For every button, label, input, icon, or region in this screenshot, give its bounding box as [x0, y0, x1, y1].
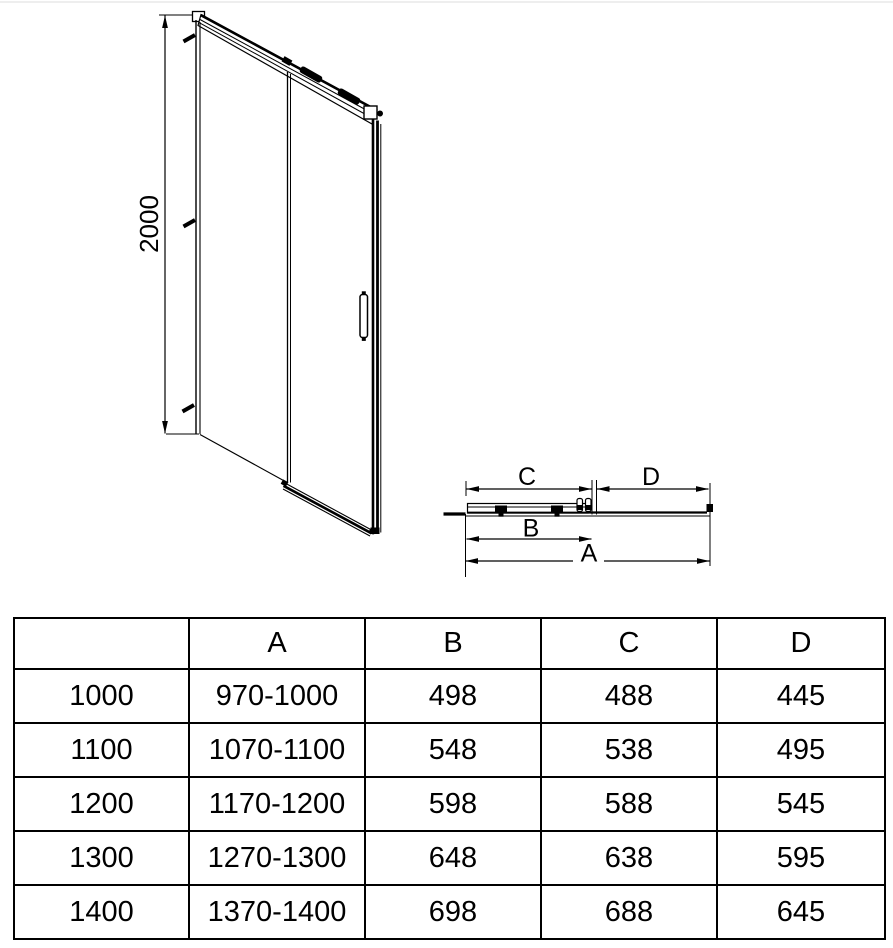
dimension-value: 1070-1100	[189, 723, 365, 777]
sliding-panel-right-stile	[371, 119, 381, 534]
dimension-value: 1370-1400	[189, 885, 365, 939]
dimension-value: 498	[365, 669, 541, 723]
table-header-row	[14, 618, 885, 669]
wall-mount-brackets	[183, 35, 196, 412]
front-elevation-view	[134, 12, 383, 537]
dimension-value: 698	[365, 885, 541, 939]
dimension-value: 645	[717, 885, 885, 939]
top-right-end-cap	[364, 106, 377, 119]
row-size-label: 1200	[14, 777, 189, 831]
dim-label-d: D	[641, 463, 661, 491]
row-size-label: 1300	[14, 831, 189, 885]
fixed-panel-bottom-edge	[200, 435, 288, 484]
door-handle	[360, 291, 368, 341]
roller-clamp	[551, 506, 563, 514]
dim-label-a: A	[580, 539, 598, 568]
dimension-value: 495	[717, 723, 885, 777]
dimension-value: 638	[541, 831, 717, 885]
dimension-value: 445	[717, 669, 885, 723]
dimension-value: 1270-1300	[189, 831, 365, 885]
end-cap-knob	[377, 111, 383, 117]
dimension-value: 488	[541, 669, 717, 723]
spec-table-body	[14, 669, 885, 939]
dimension-value: 548	[365, 723, 541, 777]
stile-foot	[371, 528, 380, 535]
dimension-value: 588	[541, 777, 717, 831]
table-row	[14, 669, 885, 723]
dimension-value: 595	[717, 831, 885, 885]
roller-clamp	[495, 506, 507, 514]
dimension-value: 538	[541, 723, 717, 777]
bottom-rail	[281, 479, 377, 536]
fixed-panel-left-stile	[196, 20, 200, 434]
plan-view	[444, 463, 714, 577]
row-size-label: 1100	[14, 723, 189, 777]
table-row	[14, 885, 885, 939]
panel-overlap-edge	[288, 72, 291, 483]
table-row	[14, 777, 885, 831]
dim-label-c: C	[517, 463, 537, 491]
size-spec-table	[13, 617, 886, 940]
header-b: B	[365, 618, 541, 669]
height-dimension-line	[159, 15, 199, 434]
header-a: A	[189, 618, 365, 669]
right-wall-profile	[707, 504, 714, 512]
header-c: C	[541, 618, 717, 669]
dimension-value: 598	[365, 777, 541, 831]
dimension-value: 545	[717, 777, 885, 831]
dimension-value: 970-1000	[189, 669, 365, 723]
door-frame	[183, 12, 384, 537]
table-row	[14, 831, 885, 885]
dimension-value: 688	[541, 885, 717, 939]
table-row	[14, 723, 885, 777]
height-dimension-label: 2000	[134, 195, 164, 253]
row-size-label: 1400	[14, 885, 189, 939]
row-size-label: 1000	[14, 669, 189, 723]
dim-label-b: B	[522, 514, 540, 543]
dimension-value: 648	[365, 831, 541, 885]
dimension-value: 1170-1200	[189, 777, 365, 831]
header-d: D	[717, 618, 885, 669]
header-size	[14, 618, 189, 669]
